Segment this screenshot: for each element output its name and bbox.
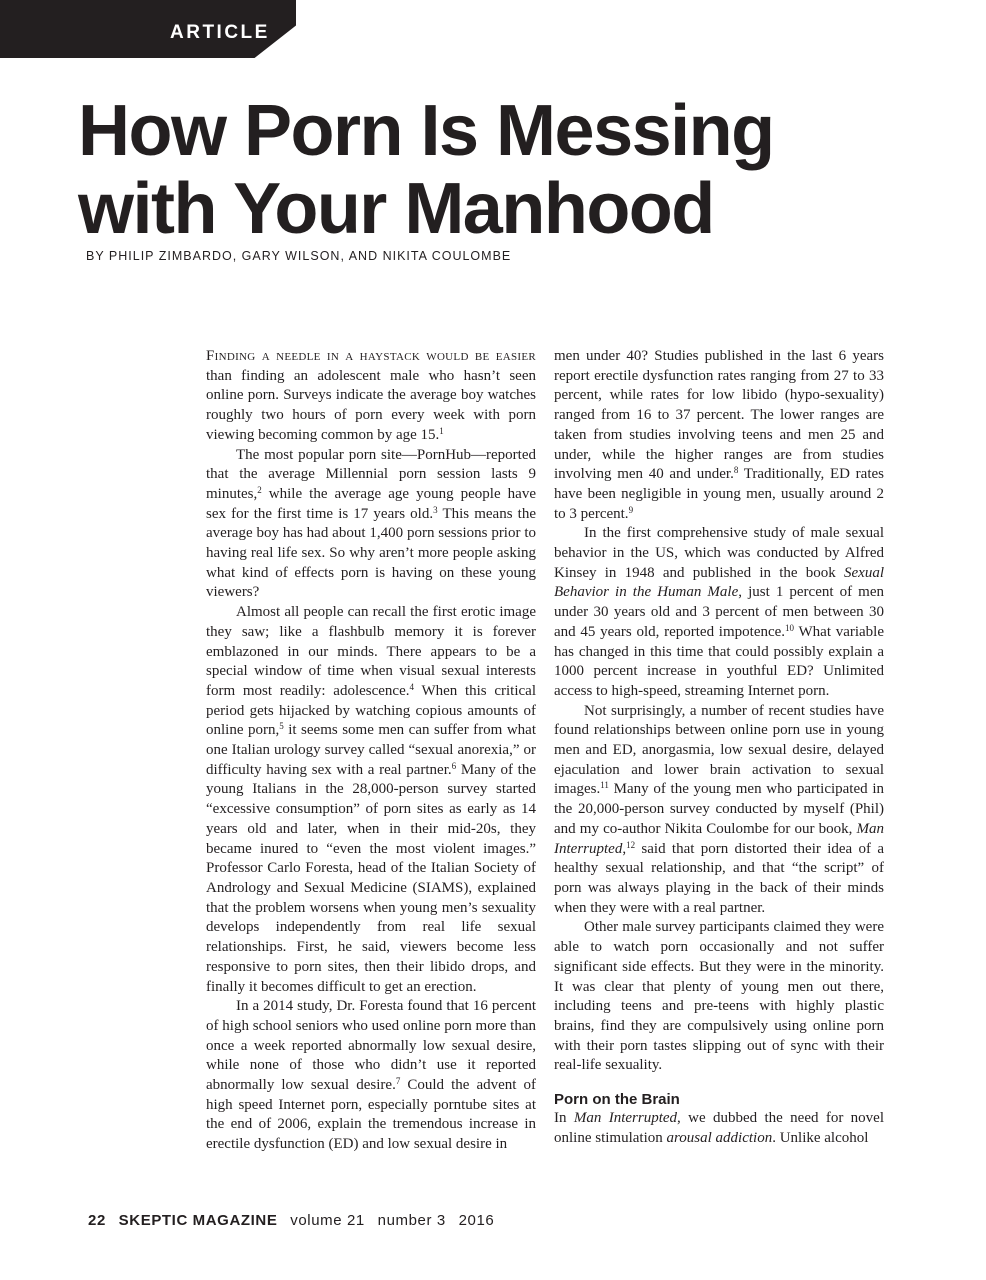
book-title: Sexual Behavior in the Human Male [554,564,884,601]
footnote-ref: 3 [433,504,438,515]
article-title [78,92,774,248]
key-term: arousal addiction [666,1129,773,1146]
footnote-ref: 8 [733,465,739,476]
issue-volume: volume 21 [290,1212,365,1229]
footnote-ref: 4 [409,681,414,692]
byline: BY PHILIP ZIMBARDO, GARY WILSON, AND NIKITA COULOMBE [86,249,512,263]
footnote-ref: 7 [395,1076,401,1087]
footnote-ref: 12 [626,839,636,850]
paragraph: In the first comprehensive study of male sexual behavior in the US, which was conducted by Alfred Kinsey in 1948 and published in the book Sexual Behavior in the Human Male, just 1 percent of men under 30 years old and 3 percent of men between 30 and 45 years old, reported impotence.$^{10}$ What variable has changed in this time that could possibly explain a 1000 percent increase in youthful ED? Unlimited access to high-speed, streaming Internet porn. [554,525,885,699]
magazine-name: SKEPTIC MAGAZINE [118,1212,278,1229]
paragraph: Not surprisingly, a number of recent studies have found relationships between online porn use in young men and ED, anorgasmia, low sexual desire, delayed ejaculation and lower brain activation to sexual images.$^{11}$ Many of the young men who participated in the 20,000-person survey conducted by myself (Phil) and my co-author Nikita Coulombe for our book, Man Interrupted,$^{12}$ said that porn distorted their idea of a healthy sexual relationship, and that “the script” of porn was always playing in the back of their minds when they were with a real partner. [554,702,884,916]
book-title: Man Interrupted [554,820,884,857]
footnote-ref: 5 [279,721,284,732]
column-right [554,347,884,1148]
paragraph: Finding a needle in a haystack would be easier than finding an adolescent male who hasn’t seen online porn. Surveys indicate the average boy watches roughly two hours of porn every week with porn viewing becoming common by age 15.$^1$ [206,348,536,443]
paragraph: men under 40? Studies published in the last 6 years report erectile dysfunction rates ranging from 27 to 33 percent, while rates for low libido (hypo-sexuality) ranged from 16 to 37 percent. The lower ranges are taken from studies involving teens and men 25 and under, while the higher ranges are from studies involving men 40 and under.$^8$ Traditionally, ED rates have been negligible in young men, usually around 2 to 3 percent.$^9$ [554,348,884,522]
page-footer [88,1212,494,1229]
footnote-ref: 1 [439,425,444,436]
page-number: 22 [88,1212,106,1229]
lead-in: Finding a needle in a haystack would be easier [206,348,536,364]
article-title-line-2: with Your Manhood [78,169,714,249]
section-tab-label: ARTICLE [170,22,270,43]
article-title-line-1: How Porn Is Messing [78,91,774,171]
footnote-ref: 2 [257,484,262,495]
section-heading: Porn on the Brain [554,1091,680,1109]
paragraph: In Man Interrupted, we dubbed the need for novel online stimulation arousal addiction. Unlike alcohol [554,1110,884,1146]
paragraph: Other male survey participants claimed they were able to watch porn occasionally and not suffer significant side effects. But they were in the minority. It was clear that plenty of young men out there, including teens and pre-teens with highly plastic brains, find they are compulsively using online porn with their porn tastes slipping out of sync with their real-life sexuality. [554,919,884,1074]
issue-number: number 3 [377,1212,446,1229]
column-left [206,347,536,1155]
book-title: Man Interrupted [573,1110,678,1127]
footnote-ref: 9 [628,504,634,515]
footnote-ref: 6 [451,760,457,771]
paragraph: Almost all people can recall the first erotic image they saw; like a flashbulb memory it is forever emblazoned in our minds. There appears to be a special window of time when visual sexual interests form most readily: adolescence.$^4$ When this critical period gets hijacked by watching copious amounts of online porn,$^5$ it seems some men can suffer from what one Italian urology survey called “sexual anorexia,” or difficulty having sex with a real partner.$^6$ Many of the young Italians in the 28,000-person survey started “excessive consumption” of porn sites as early as 14 years old and later, when in their mid-20s, they became inured to “even the most violent images.” Professor Carlo Foresta, head of the Italian Society of Andrology and Sexual Medicine (SIAMS), explained that the problem worsens when young men’s sexuality develops independently from real life sexual relationships. First, he said, viewers become less responsive to porn sites, then their libido drops, and finally it becomes difficult to get an erection. [206,604,536,995]
footnote-ref: 10 [785,622,795,633]
paragraph: In a 2014 study, Dr. Foresta found that 16 percent of high school seniors who used online porn more than once a week reported abnormally low sexual desire, while none of those who didn’t use it reported abnormally low sexual desire.$^7$ Could the advent of high speed Internet porn, especially porntube sites at the end of 2006, explain the tremendous increase in erectile dysfunction (ED) and low sexual desire in [206,998,536,1153]
footnote-ref: 11 [600,780,609,791]
paragraph: The most popular porn site—PornHub—reported that the average Millennial porn session lasts 9 minutes,$^2$ while the average age young people have sex for the first time is 17 years old.$^3$ This means the average boy has had about 1,400 porn sessions prior to having real life sex. So why aren’t more people asking what kind of effects porn is having on these young viewers? [206,446,536,601]
issue-year: 2016 [458,1212,495,1229]
